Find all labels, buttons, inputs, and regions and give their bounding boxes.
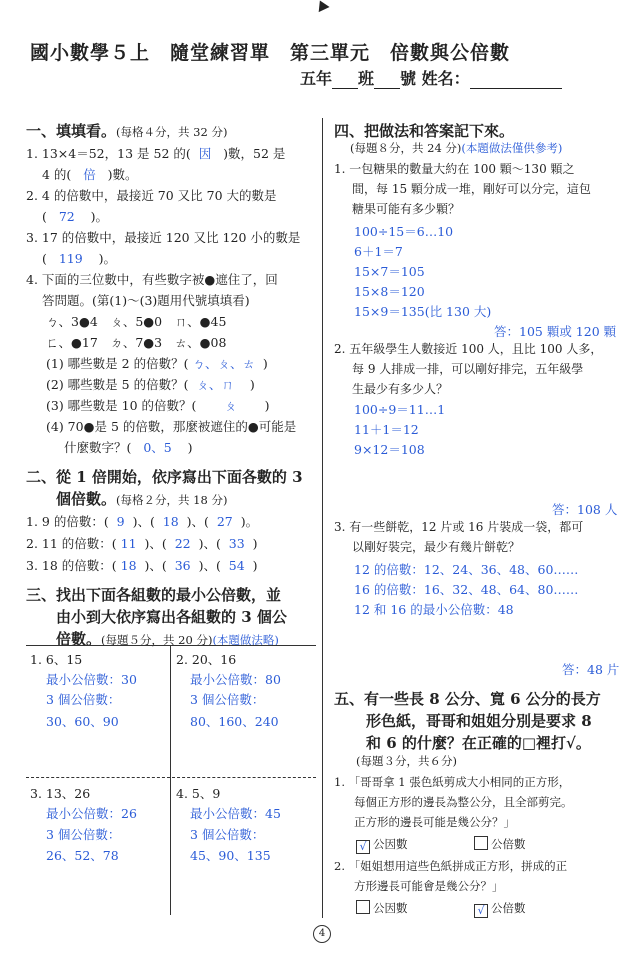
grade-label: 五年 (300, 69, 333, 88)
class-label: 班 (358, 69, 375, 88)
s1-q4-line2: 答問題。(第(1)～(3)題用代號填填看) (42, 293, 250, 308)
s2-row-3: 3. 18 的倍數：( 18 )、( 36 )、( 54 ) (26, 558, 258, 573)
s4-q3-work3: 12 和 16 的最小公倍數：48 (354, 602, 514, 617)
section5-heading-line3: 和 6 的什麼？在正確的□裡打√。 (366, 734, 591, 752)
s3-cell4-question: 4. 5、9 (176, 786, 221, 801)
s1-q3-line2: ( 119 )。 (42, 251, 116, 266)
s1-q4-4-line2: 什麼數字？( 0、5 ) (64, 440, 193, 455)
section3-heading-line2: 由小到大依序寫出各組數的 3 個公 (56, 608, 287, 626)
s4-q3-work1: 12 的倍數：12、24、36、48、60…… (354, 562, 579, 577)
section3-heading-line3: 倍數。(每題５分，共 20 分)(本題做法略) (56, 630, 279, 648)
s4-q1-work4: 15×8＝120 (354, 284, 425, 299)
s5-q2-line2: 方形邊長可能會是幾公分？」 (354, 879, 504, 893)
section4-heading: 四、把做法和答案記下來。 (334, 122, 515, 140)
s4-q1-line3: 糖果可能有多少顆？ (352, 202, 461, 216)
s5-q2-line1: 2. 「姐姐想用這些色紙拼成正方形，拼成的正 (334, 859, 568, 873)
s1-q4-options1: ㄅ、3●4 ㄆ、5●0 ㄇ、●45 (46, 314, 227, 329)
s3-grid-middle (26, 777, 316, 778)
s3-cell3-list: 26、52、78 (46, 848, 119, 863)
checkbox-checked-icon[interactable]: √ (474, 904, 488, 918)
s3-cell2-label: 3 個公倍數： (190, 692, 265, 707)
s4-q2-line2: 每 9 人排成一排，可以剛好排完，五年級學 (352, 362, 584, 376)
s3-grid-vertical (170, 645, 171, 915)
s4-q2-work3: 9×12＝108 (354, 442, 425, 457)
s4-q2-answer: 答：108 人 (552, 502, 618, 517)
number-label: 號 (400, 69, 417, 88)
s5-q1-line3: 正方形的邊長可能是幾公分？」 (354, 815, 515, 829)
s5-q1-option-multiple[interactable]: 公倍數 (474, 836, 526, 852)
s4-q1-work1: 100÷15＝6…10 (354, 224, 454, 239)
s3-cell1-list: 30、60、90 (46, 714, 119, 729)
page-title: 國小數學５上 隨堂練習單 第三單元 倍數與公倍數 (30, 42, 511, 64)
s1-q4-1: (1) 哪些數是 2 的倍數？( ㄅ、ㄆ、ㄊ ) (46, 356, 268, 371)
s4-q1-line1: 1. 一包糖果的數量大約在 100 顆～130 顆之 (334, 162, 575, 176)
section1-heading: 一、填填看。(每格４分，共 32 分) (26, 122, 228, 140)
s1-q4-4-line1: (4) 70●是 5 的倍數，那麼被遮住的●可能是 (46, 419, 297, 434)
s4-q3-work2: 16 的倍數：16、32、48、64、80…… (354, 582, 579, 597)
number-blank[interactable] (374, 72, 400, 89)
s3-cell2-question: 2. 20、16 (176, 652, 237, 667)
s2-row-1: 1. 9 的倍數：( 9 )、( 18 )、( 27 )。 (26, 514, 259, 529)
student-info-line (300, 66, 562, 89)
checkbox-empty-icon[interactable] (474, 836, 488, 850)
s5-q1-option-factor[interactable]: √ 公因數 (356, 836, 408, 854)
mouse-cursor-icon (314, 0, 329, 12)
s1-q4-2: (2) 哪些數是 5 的倍數？( ㄆ、ㄇ ) (46, 377, 255, 392)
s4-q2-line3: 生最少有多少人？ (352, 382, 449, 396)
s3-cell1-question: 1. 6、15 (30, 652, 83, 667)
s3-grid-top (26, 645, 316, 646)
section2-heading-line2: 個倍數。(每格２分，共 18 分) (56, 490, 228, 508)
s1-q4-line1: 4. 下面的三位數中，有些數字被●遮住了，回 (26, 272, 278, 287)
s5-q2-option-factor[interactable]: 公因數 (356, 900, 408, 916)
s4-q3-line2: 以剛好裝完，最少有幾片餅乾？ (352, 540, 521, 554)
s4-q2-work1: 100÷9＝11…1 (354, 402, 446, 417)
s2-row-2: 2. 11 的倍數：( 11 )、( 22 )、( 33 ) (26, 536, 258, 551)
s3-cell1-label: 3 個公倍數： (46, 692, 121, 707)
s1-q4-options2: ㄈ、●17 ㄉ、7●3 ㄊ、●08 (46, 335, 227, 350)
name-label: 姓名： (421, 69, 470, 88)
s3-cell1-lcm: 最小公倍數：30 (46, 672, 137, 687)
s1-q2-line2: ( 72 )。 (42, 209, 109, 224)
s4-q2-line1: 2. 五年級學生人數接近 100 人，且比 100 人多， (334, 342, 603, 356)
s1-q4-3: (3) 哪些數是 10 的倍數？( ㄆ ) (46, 398, 270, 413)
page-number: 4 (313, 925, 331, 943)
s3-cell2-lcm: 最小公倍數：80 (190, 672, 281, 687)
class-blank[interactable] (332, 72, 358, 89)
section3-heading-line1: 三、找出下面各組數的最小公倍數，並 (26, 586, 282, 604)
s4-q2-work2: 11＋1＝12 (354, 422, 419, 437)
s5-q1-line2: 每個正方形的邊長為整公分，且全部剪完。 (354, 795, 573, 809)
s3-cell3-lcm: 最小公倍數：26 (46, 806, 137, 821)
checkbox-checked-icon[interactable]: √ (356, 840, 370, 854)
s5-q2-option-multiple[interactable]: √ 公倍數 (474, 900, 526, 918)
s3-cell2-list: 80、160、240 (190, 714, 279, 729)
s4-q1-answer: 答：105 顆或 120 顆 (494, 324, 617, 339)
column-divider (322, 118, 323, 918)
s3-cell4-list: 45、90、135 (190, 848, 271, 863)
s4-q1-work5: 15×9＝135(比 130 大) (354, 304, 492, 319)
s1-q1-line1: 1. 13×4＝52，13 是 52 的( 因 )數，52 是 (26, 146, 286, 161)
section5-heading-line1: 五、有一些長 8 公分、寬 6 公分的長方 (334, 690, 601, 708)
s3-cell4-label: 3 個公倍數： (190, 827, 265, 842)
s3-cell3-label: 3 個公倍數： (46, 827, 121, 842)
section2-heading-line1: 二、從 1 倍開始，依序寫出下面各數的 3 (26, 468, 303, 486)
s4-q1-work3: 15×7＝105 (354, 264, 425, 279)
s5-q1-line1: 1. 「哥哥拿 1 張色紙剪成大小相同的正方形， (334, 775, 571, 789)
s4-q3-line1: 3. 有一些餅乾，12 片或 16 片裝成一袋，都可 (334, 520, 584, 534)
section5-heading-line2: 形色紙，哥哥和姐姐分別是要求 8 (366, 712, 592, 730)
name-blank[interactable] (470, 72, 562, 89)
s1-q1-line2: 4 的( 倍 )數。 (42, 167, 138, 182)
s1-q3-line1: 3. 17 的倍數中，最接近 120 又比 120 小的數是 (26, 230, 301, 245)
s3-cell4-lcm: 最小公倍數：45 (190, 806, 281, 821)
s1-q2-line1: 2. 4 的倍數中，最接近 70 又比 70 大的數是 (26, 188, 277, 203)
s4-q3-answer: 答：48 片 (562, 662, 620, 677)
checkbox-empty-icon[interactable] (356, 900, 370, 914)
section4-note: (每題８分，共 24 分)(本題做法僅供參考) (350, 141, 563, 155)
s4-q1-work2: 6＋1＝7 (354, 244, 403, 259)
s4-q1-line2: 間，每 15 顆分成一堆，剛好可以分完，這包 (352, 182, 591, 196)
s3-cell3-question: 3. 13、26 (30, 786, 91, 801)
section5-note: (每題３分，共６分) (356, 754, 457, 768)
